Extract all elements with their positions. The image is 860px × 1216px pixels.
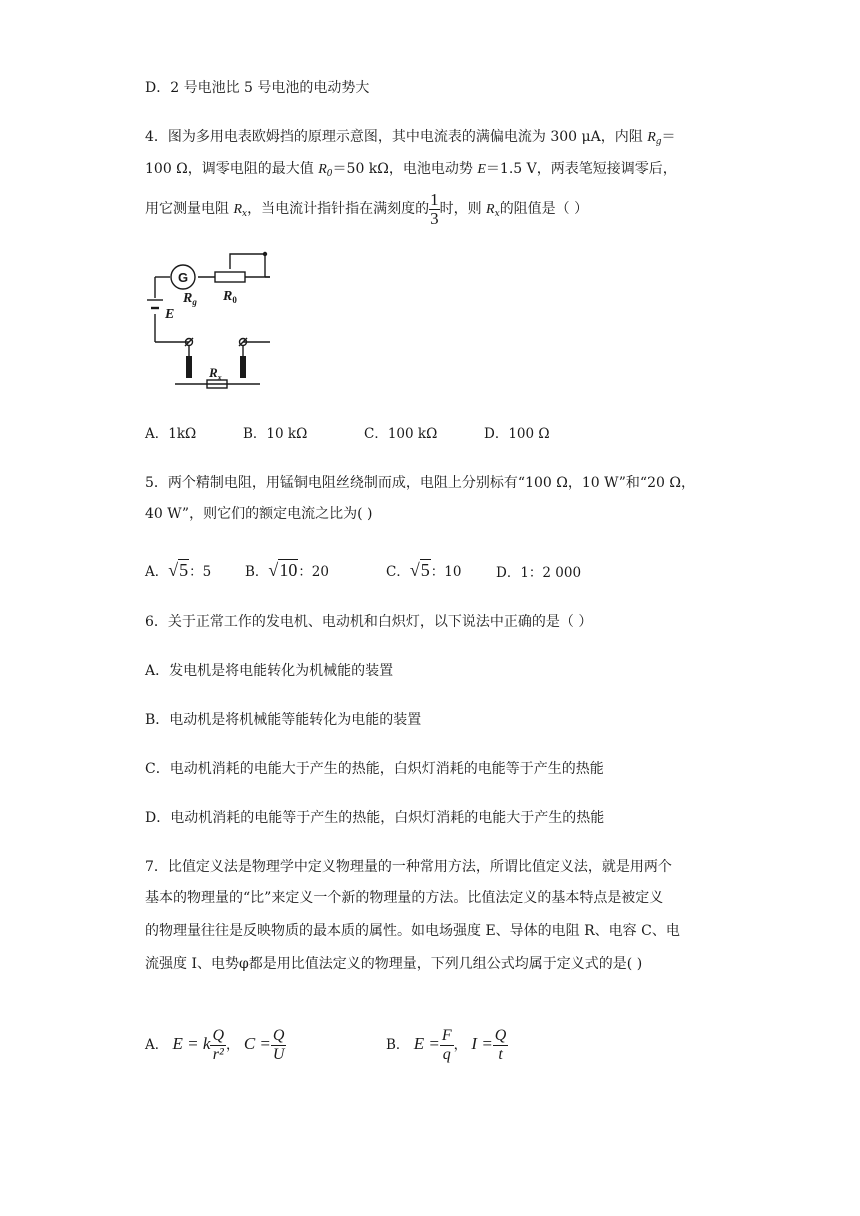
- q6-stem: 6．关于正常工作的发电机、电动机和白炽灯，以下说法中正确的是（ ）: [145, 614, 593, 630]
- q4-stem-line3: 用它测量电阻 $R_x$，当电流计指针指在满刻度的 $\frac{1}{3}$ 时，则 $R_x$的阻值是（ ）: [145, 189, 589, 228]
- rheostat-slider: [230, 254, 265, 269]
- sqrt-icon: √5: [409, 560, 430, 580]
- rheostat-r0: [215, 272, 245, 282]
- q5-option-c: C．√5：10: [386, 560, 462, 580]
- q7-option-a: A． E = k $\frac{Q}{\text{r²}}$ ， C = $\frac{Q}{U}$: [145, 1027, 285, 1063]
- rg-label: $R_g$: [183, 291, 197, 307]
- q7-stem-line2: 基本的物理量的“比”来定义一个新的物理量的方法。比值法定义的基本特点是被定义: [145, 890, 664, 906]
- q6-option-a: A．发电机是将电能转化为机械能的装置: [145, 663, 394, 679]
- rx-label: $R_x$: [209, 365, 222, 382]
- q6-option-c: C．电动机消耗的电能大于产生的热能，白炽灯消耗的电能等于产生的热能: [145, 761, 604, 777]
- q6-option-d: D．电动机消耗的电能等于产生的热能，白炽灯消耗的电能大于产生的热能: [145, 810, 605, 826]
- q4-option-c: C．100 kΩ: [364, 426, 438, 442]
- fraction-one-third: $\frac{1}{3}$: [430, 189, 439, 228]
- q5-option-b: B．√10：20: [245, 560, 329, 580]
- probe-left-icon: [186, 356, 192, 378]
- ohmmeter-circuit-diagram: [145, 250, 270, 395]
- q7-stem-line3: 的物理量往往是反映物质的最本质的属性。如电场强度 E、导体的电阻 R、电容 C、电: [145, 923, 680, 939]
- junction-dot: [263, 252, 267, 256]
- q5-option-a: A．√5：5: [145, 560, 212, 580]
- q5-stem-line2: 40 W”，则它们的额定电流之比为( ): [145, 506, 373, 522]
- q4-option-d: D．100 Ω: [484, 426, 550, 442]
- q3-option-d: D．2 号电池比 5 号电池的电动势大: [145, 80, 370, 96]
- q4-stem-line1: 4．图为多用电表欧姆挡的原理示意图，其中电流表的满偏电流为 300 μA，内阻 $R_g=$: [145, 129, 676, 147]
- probe-right-icon: [240, 356, 246, 378]
- q7-option-b: B． E = $\frac{F}{q}$ ， I = $\frac{Q}{t}$: [386, 1027, 507, 1063]
- q7-stem-line1: 7．比值定义法是物理学中定义物理量的一种常用方法，所谓比值定义法，就是用两个: [145, 859, 672, 875]
- q4-stem-line2: 100 Ω，调零电阻的最大值 $R_0=50$ kΩ，电池电动势 E＝1.5 V，两表笔短接调零后，: [145, 161, 677, 179]
- q6-option-b: B．电动机是将机械能等能转化为电能的装置: [145, 712, 422, 728]
- q5-option-d: D．1：2 000: [496, 565, 582, 581]
- q5-stem-line1: 5．两个精制电阻，用锰铜电阻丝绕制而成，电阻上分别标有“100 Ω，10 W”和“20 Ω，: [145, 475, 695, 491]
- r0-label: $R_0$: [223, 289, 237, 305]
- q7-stem-line4: 流强度 I、电势φ都是用比值法定义的物理量，下列几组公式均属于定义式的是( ): [145, 956, 643, 972]
- galvanometer-label: G: [177, 270, 189, 285]
- e-label: E: [165, 307, 175, 322]
- q4-option-b: B．10 kΩ: [243, 426, 308, 442]
- sqrt-icon: √10: [268, 560, 298, 580]
- sqrt-icon: √5: [168, 560, 189, 580]
- q4-option-a: A．1kΩ: [145, 426, 197, 442]
